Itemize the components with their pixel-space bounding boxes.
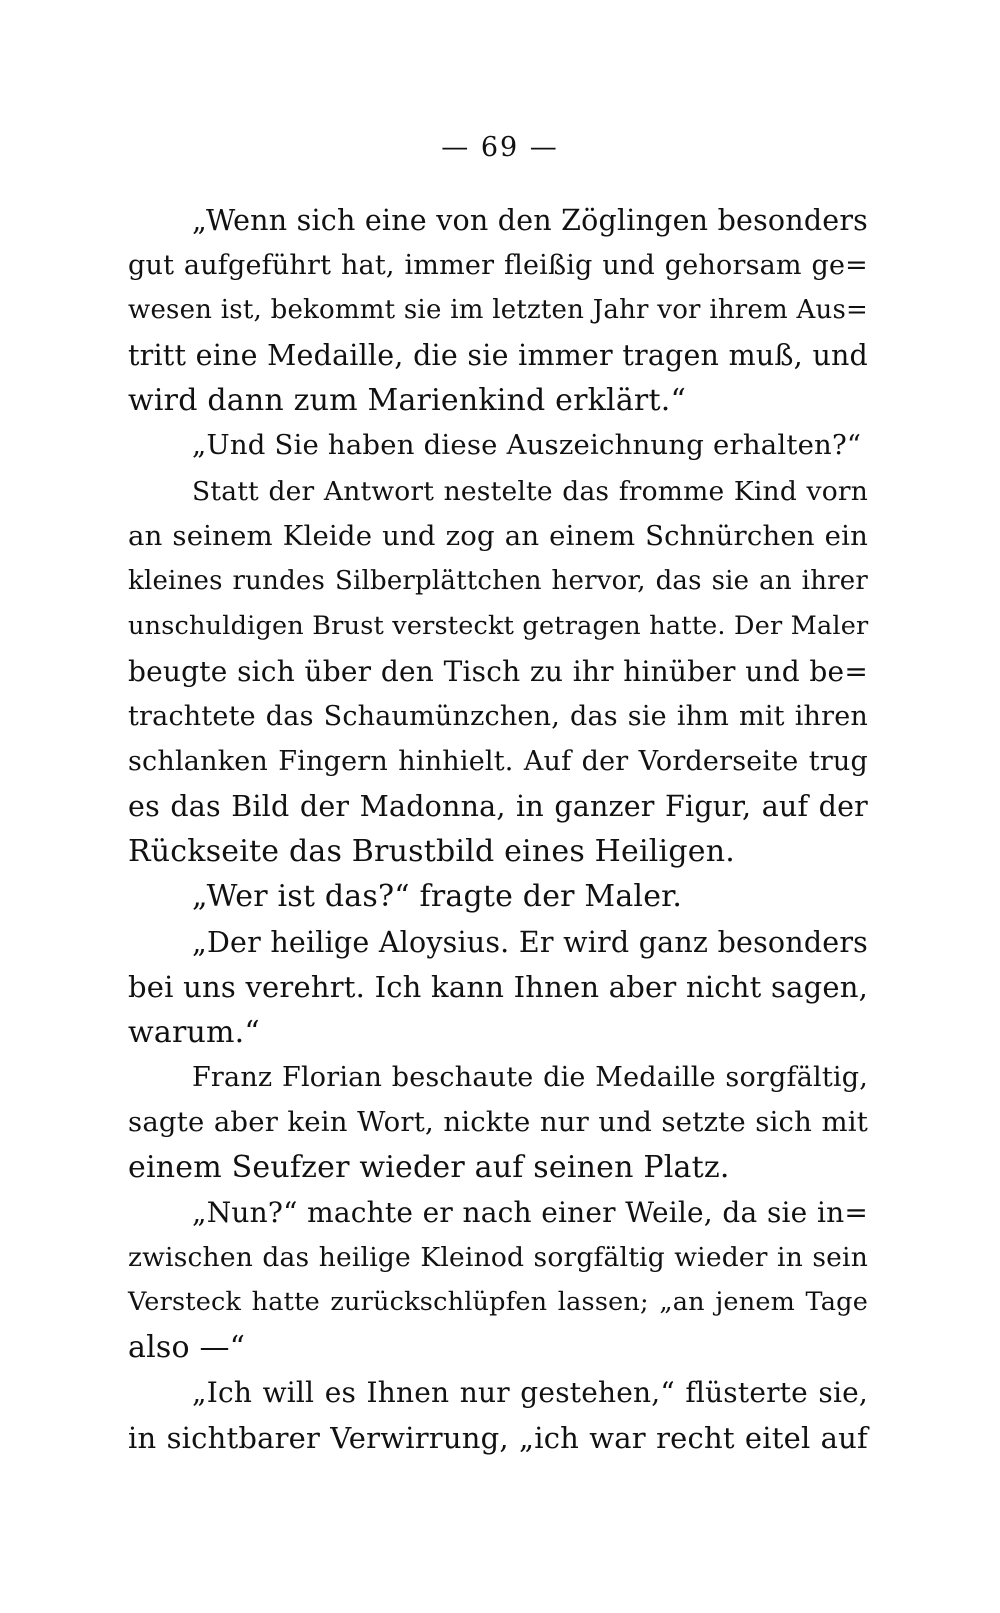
page-number: — 69 — [441, 132, 559, 163]
text-line: unschuldigen Brust versteckt getragen hatte. Der Maler [128, 610, 869, 641]
text-line: „Ich will es Ihnen nur gestehen,“ flüsterte sie, [192, 1376, 868, 1410]
text-line: kleines rundes Silberplättchen hervor, das sie an ihrer [128, 565, 868, 596]
text-line: in sichtbarer Verwirrung, „ich war recht eitel auf [128, 1420, 868, 1455]
text-line: „Und Sie haben diese Auszeichnung erhalten?“ [192, 429, 862, 462]
text-line: gut aufgeführt hat, immer fleißig und gehorsam ge= [128, 250, 868, 282]
text-line: tritt eine Medaille, die sie immer tragen muß, und [128, 339, 868, 373]
text-line: zwischen das heilige Kleinod sorgfältig wieder in sein [128, 1242, 868, 1274]
text-line: warum.“ [128, 1014, 260, 1050]
text-line: „Wer ist das?“ fragte der Maler. [192, 879, 683, 915]
text-line: Statt der Antwort nestelte das fromme Kind vorn [192, 475, 868, 507]
text-line: also —“ [128, 1330, 246, 1366]
text-line: an seinem Kleide und zog an einem Schnürchen ein [128, 519, 868, 552]
text-line: schlanken Fingern hinhielt. Auf der Vorderseite trug [128, 746, 868, 778]
text-line: Versteck hatte zurückschlüpfen lassen; „an jenem Tage [128, 1287, 868, 1318]
text-line: Franz Florian beschaute die Medaille sorgfältig, [192, 1061, 868, 1093]
text-line: trachtete das Schaumünzchen, das sie ihm mit ihren [128, 701, 868, 733]
text-line: Rückseite das Brustbild eines Heiligen. [128, 834, 735, 870]
text-line: es das Bild der Madonna, in ganzer Figur, auf der [128, 790, 868, 824]
text-line: bei uns verehrt. Ich kann Ihnen aber nicht sagen, [128, 969, 868, 1004]
text-line: sagte aber kein Wort, nickte nur und setzte sich mit [128, 1105, 868, 1138]
body-text [128, 198, 868, 1461]
text-line: beugte sich über den Tisch zu ihr hinüber und be= [128, 654, 868, 688]
text-line: „Wenn sich eine von den Zöglingen besonders [192, 204, 868, 237]
text-line: einem Seufzer wieder auf seinen Platz. [128, 1149, 730, 1185]
text-line: „Nun?“ machte er nach einer Weile, da sie in= [192, 1196, 868, 1230]
text-line: wird dann zum Marienkind erklärt.“ [128, 383, 687, 419]
text-line: „Der heilige Aloysius. Er wird ganz besonders [192, 925, 868, 959]
text-line: wesen ist, bekommt sie im letzten Jahr vor ihrem Aus= [128, 295, 868, 326]
